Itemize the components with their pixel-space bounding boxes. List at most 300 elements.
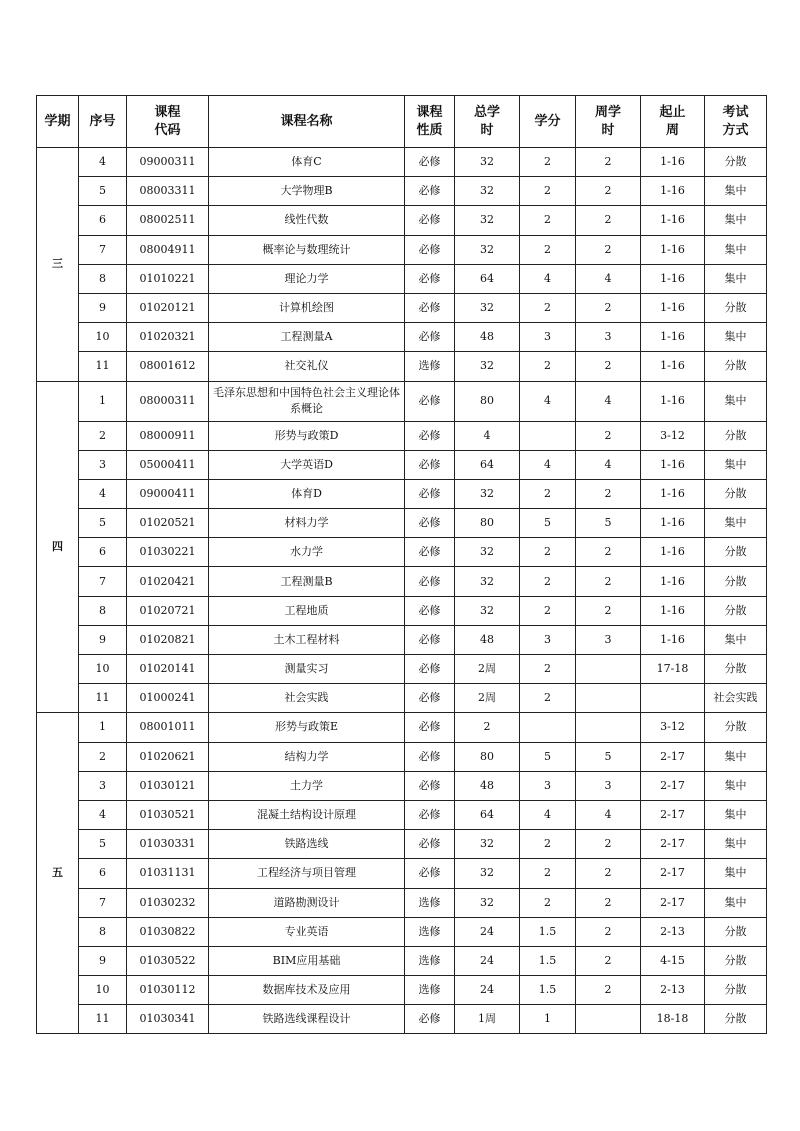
cell-credits: 1 (520, 1005, 576, 1034)
cell-seq: 11 (79, 1005, 127, 1034)
cell-credits: 1.5 (520, 976, 576, 1005)
cell-credits: 4 (520, 381, 576, 421)
cell-hours: 32 (455, 352, 520, 381)
cell-credits: 2 (520, 293, 576, 322)
cell-weekly: 2 (576, 235, 641, 264)
table-row (37, 352, 767, 381)
cell-exam: 集中 (705, 206, 767, 235)
cell-seq: 7 (79, 235, 127, 264)
cell-type: 选修 (405, 917, 455, 946)
cell-seq: 5 (79, 509, 127, 538)
cell-name: 计算机绘图 (209, 293, 405, 322)
cell-exam: 分散 (705, 1005, 767, 1034)
cell-exam: 分散 (705, 713, 767, 742)
header-weekly (576, 96, 641, 148)
cell-weeks: 1-16 (641, 509, 705, 538)
cell-type: 必修 (405, 235, 455, 264)
cell-credits: 2 (520, 352, 576, 381)
cell-code: 09000311 (127, 148, 209, 177)
cell-name: 测量实习 (209, 655, 405, 684)
table-row (37, 742, 767, 771)
cell-weeks: 3-12 (641, 421, 705, 450)
cell-weeks: 1-16 (641, 352, 705, 381)
table-row (37, 509, 767, 538)
header-name (209, 96, 405, 148)
cell-type: 必修 (405, 509, 455, 538)
cell-type: 必修 (405, 596, 455, 625)
header-seq (79, 96, 127, 148)
cell-credits: 2 (520, 177, 576, 206)
cell-weekly: 3 (576, 771, 641, 800)
cell-weeks: 2-17 (641, 830, 705, 859)
cell-weekly: 4 (576, 800, 641, 829)
cell-type: 必修 (405, 684, 455, 713)
table-row (37, 859, 767, 888)
table-row (37, 684, 767, 713)
cell-name: 工程测量A (209, 323, 405, 352)
cell-type: 必修 (405, 293, 455, 322)
table-row (37, 293, 767, 322)
cell-type: 必修 (405, 1005, 455, 1034)
cell-seq: 3 (79, 771, 127, 800)
cell-code: 01020321 (127, 323, 209, 352)
cell-weekly: 3 (576, 625, 641, 654)
cell-weeks: 1-16 (641, 148, 705, 177)
cell-hours: 24 (455, 946, 520, 975)
cell-hours: 48 (455, 771, 520, 800)
cell-weekly (576, 1005, 641, 1034)
cell-name: 铁路选线课程设计 (209, 1005, 405, 1034)
cell-seq: 9 (79, 625, 127, 654)
cell-weeks: 1-16 (641, 538, 705, 567)
table-row (37, 264, 767, 293)
cell-hours: 1周 (455, 1005, 520, 1034)
cell-weeks: 1-16 (641, 177, 705, 206)
cell-weekly: 5 (576, 742, 641, 771)
cell-name: 线性代数 (209, 206, 405, 235)
header-weeks (641, 96, 705, 148)
cell-exam: 分散 (705, 538, 767, 567)
cell-weekly: 2 (576, 538, 641, 567)
cell-code: 01020141 (127, 655, 209, 684)
cell-name: 毛泽东思想和中国特色社会主义理论体系概论 (209, 381, 405, 421)
table-row (37, 888, 767, 917)
table-row (37, 771, 767, 800)
header-hours (455, 96, 520, 148)
cell-name: 社会实践 (209, 684, 405, 713)
table-header (37, 96, 767, 148)
cell-name: 道路勘测设计 (209, 888, 405, 917)
cell-type: 选修 (405, 352, 455, 381)
cell-name: 混凝土结构设计原理 (209, 800, 405, 829)
cell-credits: 2 (520, 235, 576, 264)
cell-type: 必修 (405, 479, 455, 508)
cell-weeks: 1-16 (641, 264, 705, 293)
cell-type: 必修 (405, 742, 455, 771)
cell-weeks: 2-13 (641, 976, 705, 1005)
header-hours-line: 总学 (473, 104, 500, 120)
header-type (405, 96, 455, 148)
cell-code: 01030522 (127, 946, 209, 975)
cell-seq: 10 (79, 655, 127, 684)
cell-credits: 4 (520, 800, 576, 829)
cell-weeks: 1-16 (641, 567, 705, 596)
cell-credits: 3 (520, 625, 576, 654)
cell-exam: 分散 (705, 148, 767, 177)
cell-hours: 32 (455, 148, 520, 177)
cell-name: 数据库技术及应用 (209, 976, 405, 1005)
table-row (37, 381, 767, 421)
cell-type: 必修 (405, 859, 455, 888)
cell-code: 01020721 (127, 596, 209, 625)
cell-seq: 3 (79, 450, 127, 479)
cell-name: 材料力学 (209, 509, 405, 538)
cell-code: 01030521 (127, 800, 209, 829)
cell-weekly: 2 (576, 596, 641, 625)
cell-name: 形势与政策E (209, 713, 405, 742)
cell-type: 选修 (405, 888, 455, 917)
cell-type: 必修 (405, 771, 455, 800)
cell-hours: 32 (455, 177, 520, 206)
cell-name: 结构力学 (209, 742, 405, 771)
cell-seq: 5 (79, 830, 127, 859)
cell-weeks: 3-12 (641, 713, 705, 742)
cell-type: 必修 (405, 830, 455, 859)
header-type-line: 课程 (416, 104, 443, 120)
cell-seq: 8 (79, 917, 127, 946)
cell-type: 选修 (405, 976, 455, 1005)
cell-hours: 32 (455, 888, 520, 917)
cell-code: 01030331 (127, 830, 209, 859)
cell-name: 大学英语D (209, 450, 405, 479)
table-row (37, 917, 767, 946)
cell-hours: 32 (455, 293, 520, 322)
cell-credits: 3 (520, 771, 576, 800)
cell-weekly: 2 (576, 206, 641, 235)
cell-code: 08001011 (127, 713, 209, 742)
cell-hours: 32 (455, 596, 520, 625)
table-row (37, 1005, 767, 1034)
cell-exam: 分散 (705, 946, 767, 975)
cell-hours: 64 (455, 800, 520, 829)
cell-hours: 32 (455, 206, 520, 235)
cell-credits: 2 (520, 538, 576, 567)
cell-seq: 9 (79, 946, 127, 975)
semester-label: 四 (37, 381, 79, 713)
cell-weekly: 2 (576, 479, 641, 508)
cell-type: 选修 (405, 946, 455, 975)
cell-code: 08000911 (127, 421, 209, 450)
cell-exam: 集中 (705, 177, 767, 206)
cell-seq: 8 (79, 264, 127, 293)
cell-exam: 集中 (705, 800, 767, 829)
cell-hours: 32 (455, 479, 520, 508)
cell-exam: 分散 (705, 655, 767, 684)
cell-credits: 5 (520, 509, 576, 538)
cell-exam: 分散 (705, 976, 767, 1005)
cell-type: 必修 (405, 538, 455, 567)
header-weekly-line: 时 (601, 122, 615, 138)
header-weeks-line: 起止 (659, 104, 686, 120)
header-code-line: 代码 (154, 122, 181, 138)
cell-code: 01030121 (127, 771, 209, 800)
cell-hours: 80 (455, 381, 520, 421)
cell-credits: 1.5 (520, 917, 576, 946)
cell-code: 01030221 (127, 538, 209, 567)
table-row (37, 567, 767, 596)
cell-seq: 11 (79, 352, 127, 381)
cell-weekly: 4 (576, 381, 641, 421)
header-name-line: 课程名称 (280, 113, 333, 129)
table-row (37, 323, 767, 352)
cell-weeks: 1-16 (641, 381, 705, 421)
cell-credits: 2 (520, 655, 576, 684)
cell-weeks: 1-16 (641, 450, 705, 479)
cell-weeks: 4-15 (641, 946, 705, 975)
cell-name: 体育C (209, 148, 405, 177)
cell-code: 05000411 (127, 450, 209, 479)
cell-weekly: 2 (576, 177, 641, 206)
cell-code: 09000411 (127, 479, 209, 508)
cell-code: 08004911 (127, 235, 209, 264)
table-row (37, 976, 767, 1005)
cell-seq: 8 (79, 596, 127, 625)
cell-seq: 1 (79, 381, 127, 421)
cell-hours: 64 (455, 264, 520, 293)
cell-hours: 32 (455, 859, 520, 888)
cell-hours: 80 (455, 509, 520, 538)
cell-code: 01020521 (127, 509, 209, 538)
cell-weekly: 2 (576, 830, 641, 859)
cell-hours: 32 (455, 235, 520, 264)
cell-credits: 2 (520, 596, 576, 625)
cell-weekly: 2 (576, 917, 641, 946)
cell-credits: 4 (520, 450, 576, 479)
cell-credits: 2 (520, 567, 576, 596)
cell-exam: 集中 (705, 625, 767, 654)
cell-code: 01030232 (127, 888, 209, 917)
table-row (37, 800, 767, 829)
table-row (37, 625, 767, 654)
cell-exam: 分散 (705, 596, 767, 625)
cell-weeks (641, 684, 705, 713)
cell-hours: 32 (455, 830, 520, 859)
cell-exam: 分散 (705, 917, 767, 946)
course-schedule-table (36, 95, 767, 1034)
cell-weekly: 2 (576, 293, 641, 322)
cell-seq: 1 (79, 713, 127, 742)
cell-name: 概率论与数理统计 (209, 235, 405, 264)
cell-exam: 分散 (705, 479, 767, 508)
cell-weekly: 2 (576, 567, 641, 596)
cell-seq: 5 (79, 177, 127, 206)
cell-credits: 2 (520, 148, 576, 177)
table-row (37, 148, 767, 177)
cell-type: 必修 (405, 206, 455, 235)
cell-weeks: 2-13 (641, 917, 705, 946)
cell-weekly: 2 (576, 946, 641, 975)
header-weekly-line: 周学 (594, 104, 621, 120)
table-row (37, 946, 767, 975)
cell-weeks: 2-17 (641, 771, 705, 800)
cell-exam: 分散 (705, 293, 767, 322)
header-type-line: 性质 (416, 122, 443, 138)
cell-type: 必修 (405, 450, 455, 479)
cell-type: 必修 (405, 381, 455, 421)
cell-seq: 4 (79, 479, 127, 508)
cell-hours: 48 (455, 625, 520, 654)
cell-weeks: 1-16 (641, 293, 705, 322)
cell-weekly: 2 (576, 859, 641, 888)
cell-weekly: 3 (576, 323, 641, 352)
cell-hours: 32 (455, 567, 520, 596)
cell-type: 必修 (405, 567, 455, 596)
cell-credits: 3 (520, 323, 576, 352)
cell-code: 01010221 (127, 264, 209, 293)
cell-hours: 2周 (455, 684, 520, 713)
cell-exam: 集中 (705, 509, 767, 538)
cell-code: 08002511 (127, 206, 209, 235)
cell-weeks: 1-16 (641, 206, 705, 235)
cell-type: 必修 (405, 148, 455, 177)
header-row (37, 96, 767, 148)
cell-code: 01030341 (127, 1005, 209, 1034)
cell-name: 大学物理B (209, 177, 405, 206)
table-row (37, 655, 767, 684)
cell-code: 01020621 (127, 742, 209, 771)
table-row (37, 830, 767, 859)
table-row (37, 596, 767, 625)
cell-type: 必修 (405, 323, 455, 352)
cell-hours: 2周 (455, 655, 520, 684)
header-exam-line: 考试 (722, 104, 749, 120)
cell-seq: 6 (79, 206, 127, 235)
cell-seq: 2 (79, 421, 127, 450)
header-code (127, 96, 209, 148)
cell-name: 工程地质 (209, 596, 405, 625)
cell-code: 08001612 (127, 352, 209, 381)
cell-weekly: 2 (576, 976, 641, 1005)
cell-code: 01020821 (127, 625, 209, 654)
cell-type: 必修 (405, 177, 455, 206)
cell-name: 铁路选线 (209, 830, 405, 859)
cell-seq: 6 (79, 859, 127, 888)
cell-weeks: 1-16 (641, 323, 705, 352)
cell-exam: 社会实践 (705, 684, 767, 713)
cell-exam: 集中 (705, 450, 767, 479)
cell-hours: 24 (455, 976, 520, 1005)
cell-weekly (576, 713, 641, 742)
cell-weekly: 5 (576, 509, 641, 538)
cell-seq: 9 (79, 293, 127, 322)
cell-credits: 2 (520, 684, 576, 713)
cell-seq: 6 (79, 538, 127, 567)
table-body (37, 148, 767, 1034)
cell-name: 社交礼仪 (209, 352, 405, 381)
cell-credits: 1.5 (520, 946, 576, 975)
table-row (37, 713, 767, 742)
cell-exam: 集中 (705, 235, 767, 264)
table-row (37, 206, 767, 235)
cell-exam: 集中 (705, 381, 767, 421)
cell-type: 必修 (405, 800, 455, 829)
table-row (37, 479, 767, 508)
cell-name: 工程测量B (209, 567, 405, 596)
cell-weeks: 1-16 (641, 235, 705, 264)
cell-weeks: 2-17 (641, 800, 705, 829)
cell-code: 08000311 (127, 381, 209, 421)
cell-exam: 集中 (705, 859, 767, 888)
cell-exam: 集中 (705, 830, 767, 859)
cell-exam: 分散 (705, 567, 767, 596)
cell-credits (520, 713, 576, 742)
cell-seq: 10 (79, 976, 127, 1005)
cell-name: 土力学 (209, 771, 405, 800)
cell-credits: 2 (520, 888, 576, 917)
cell-hours: 2 (455, 713, 520, 742)
cell-weeks: 2-17 (641, 742, 705, 771)
header-semester-line: 学期 (44, 113, 71, 129)
cell-weeks: 2-17 (641, 888, 705, 917)
cell-seq: 11 (79, 684, 127, 713)
cell-type: 必修 (405, 625, 455, 654)
cell-credits: 2 (520, 830, 576, 859)
cell-hours: 48 (455, 323, 520, 352)
table-row (37, 235, 767, 264)
cell-name: 形势与政策D (209, 421, 405, 450)
cell-weeks: 1-16 (641, 625, 705, 654)
cell-name: BIM应用基础 (209, 946, 405, 975)
header-credits (520, 96, 576, 148)
cell-seq: 7 (79, 888, 127, 917)
cell-code: 01031131 (127, 859, 209, 888)
header-hours-line: 时 (480, 122, 494, 138)
cell-credits: 2 (520, 479, 576, 508)
cell-seq: 7 (79, 567, 127, 596)
cell-exam: 集中 (705, 888, 767, 917)
cell-weeks: 18-18 (641, 1005, 705, 1034)
cell-code: 01030112 (127, 976, 209, 1005)
header-code-line: 课程 (154, 104, 181, 120)
cell-weeks: 1-16 (641, 479, 705, 508)
semester-label: 五 (37, 713, 79, 1034)
cell-hours: 32 (455, 538, 520, 567)
cell-weekly (576, 684, 641, 713)
cell-hours: 80 (455, 742, 520, 771)
cell-hours: 64 (455, 450, 520, 479)
cell-exam: 集中 (705, 264, 767, 293)
cell-credits (520, 421, 576, 450)
cell-weeks: 1-16 (641, 596, 705, 625)
cell-code: 08003311 (127, 177, 209, 206)
cell-weekly: 4 (576, 264, 641, 293)
cell-type: 必修 (405, 264, 455, 293)
cell-credits: 2 (520, 859, 576, 888)
cell-name: 土木工程材料 (209, 625, 405, 654)
cell-name: 工程经济与项目管理 (209, 859, 405, 888)
cell-credits: 4 (520, 264, 576, 293)
cell-exam: 集中 (705, 323, 767, 352)
cell-seq: 4 (79, 148, 127, 177)
cell-exam: 分散 (705, 421, 767, 450)
cell-weekly: 2 (576, 148, 641, 177)
table-row (37, 450, 767, 479)
cell-exam: 集中 (705, 771, 767, 800)
header-semester (37, 96, 79, 148)
cell-code: 01020421 (127, 567, 209, 596)
header-seq-line: 序号 (89, 113, 116, 129)
cell-weekly: 2 (576, 421, 641, 450)
